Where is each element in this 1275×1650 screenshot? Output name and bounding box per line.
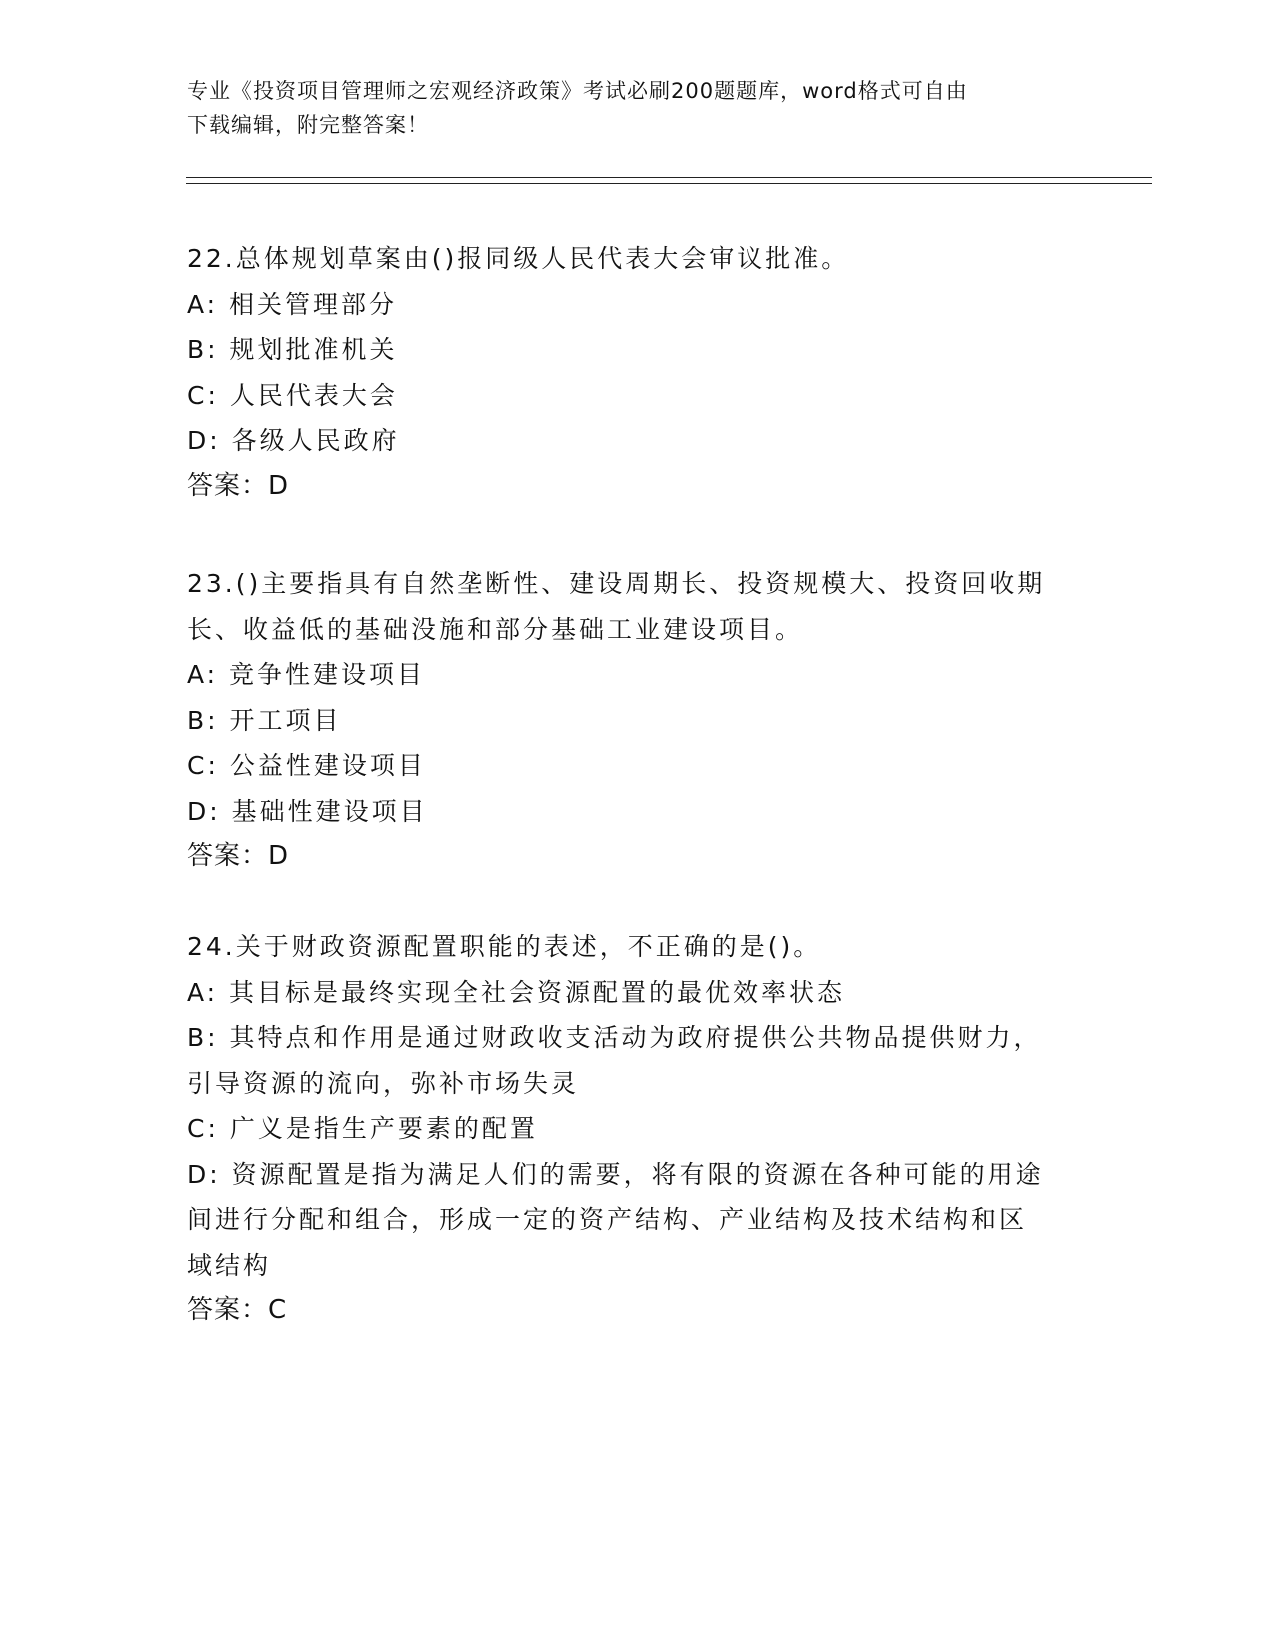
- option-c: C: 人民代表大会: [187, 380, 398, 410]
- option-c: C: 广义是指生产要素的配置: [187, 1114, 538, 1143]
- question-24: [187, 924, 1087, 1334]
- question-23: [187, 561, 1087, 880]
- option-b: B: 其特点和作用是通过财政收支活动为政府提供公共物品提供财力，: [187, 1023, 1042, 1052]
- option-d: D: 基础性建设项目: [187, 796, 428, 826]
- option-a: A: 相关管理部分: [187, 289, 398, 319]
- question-22: [187, 236, 1087, 509]
- option-a: A: 竞争性建设项目: [187, 660, 426, 689]
- answer-line: 答案：D: [187, 470, 290, 501]
- question-stem: 22.总体规划草案由()报同级人民代表大会审议批准。: [187, 244, 850, 273]
- option-c: C: 公益性建设项目: [187, 751, 426, 780]
- header-line: 专业《投资项目管理师之宏观经济政策》考试必刷200题题库，word格式可自由: [187, 79, 968, 103]
- question-stem: 23.()主要指具有自然垄断性、建设周期长、投资规模大、投资回收期: [187, 569, 1046, 598]
- document-header: [187, 74, 1087, 142]
- option-b: B: 开工项目: [187, 705, 342, 735]
- header-line: 下载编辑，附完整答案！: [187, 113, 429, 137]
- option-d: 域结构: [187, 1250, 272, 1280]
- option-a: A: 其目标是最终实现全社会资源配置的最优效率状态: [187, 977, 846, 1007]
- option-b: 引导资源的流向，弥补市场失灵: [187, 1068, 580, 1098]
- option-d: D: 资源配置是指为满足人们的需要，将有限的资源在各种可能的用途: [187, 1159, 1044, 1189]
- header-divider: [186, 177, 1152, 178]
- answer-line: 答案：D: [187, 841, 290, 871]
- option-d: 间进行分配和组合，形成一定的资产结构、产业结构及技术结构和区: [187, 1205, 1028, 1234]
- option-d: D: 各级人民政府: [187, 426, 400, 455]
- answer-line: 答案：C: [187, 1295, 288, 1325]
- question-stem: 长、收益低的基础没施和部分基础工业建设项目。: [187, 614, 804, 644]
- question-stem: 24.关于财政资源配置职能的表述，不正确的是()。: [187, 932, 822, 961]
- option-b: B: 规划批准机关: [187, 335, 398, 364]
- header-divider: [186, 183, 1152, 184]
